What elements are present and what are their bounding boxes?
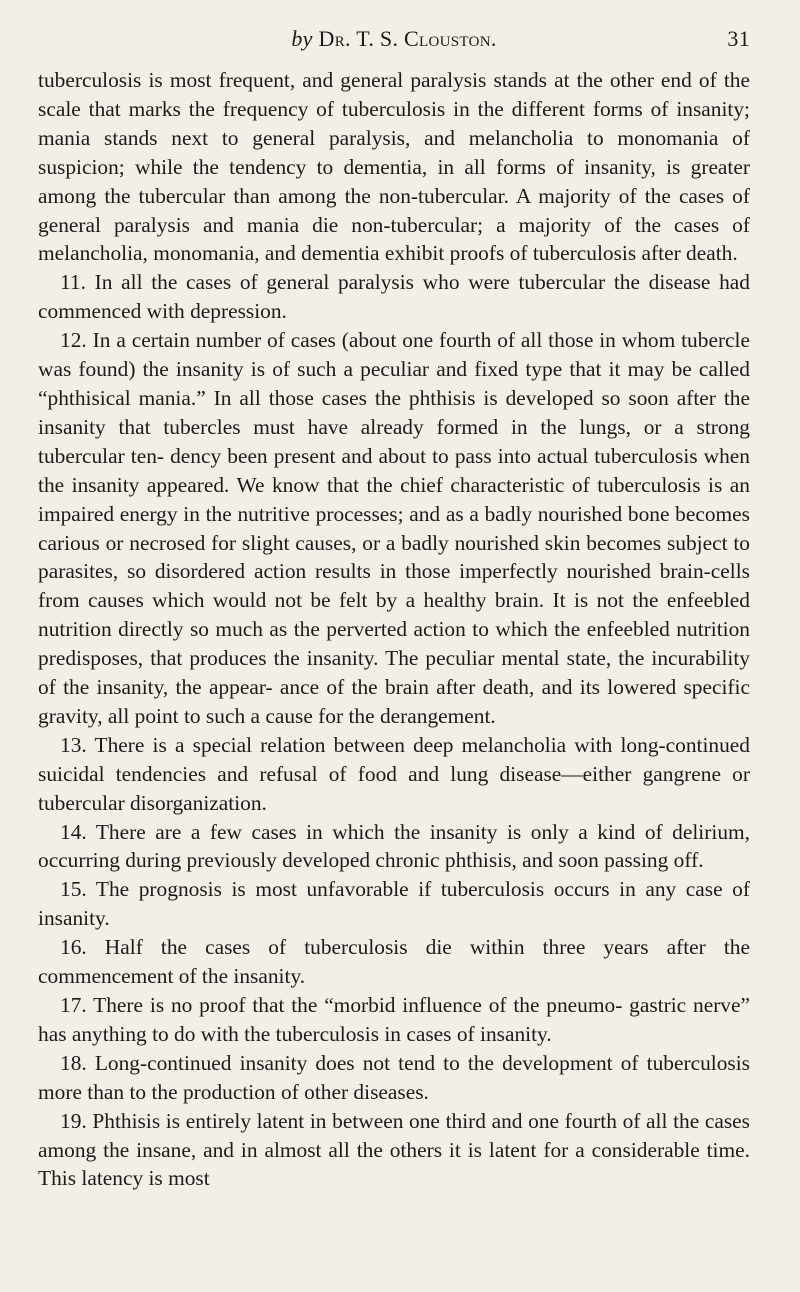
paragraph-continued: tuberculosis is most frequent, and general paralysis stands at the other end of the scale that marks the frequency of tuberculosis in the different forms of insanity; mania stands next to general paralysis, and melancholia to monomania of suspicion; while the tendency to dementia, in all forms of insanity, is greater among the tubercular than among the non-tubercular. A majority of the cases of general paralysis and mania die non-tubercular; a majority of the cases of melancholia, monomania, and dementia exhibit proofs of tuberculosis after death. bbox=[38, 68, 750, 266]
paragraph-14: 14. There are a few cases in which the insanity is only a kind of delirium, occurring during previously developed chronic phthisis, and soon passing off. bbox=[38, 819, 750, 873]
paragraph-16: 16. Half the cases of tuberculosis die within three years after the commencement of the insanity. bbox=[38, 935, 750, 989]
paragraph-17: 17. There is no proof that the “morbid influence of the pneumo- gastric nerve” has anything to do with the tuberculosis in cases of insanity. bbox=[38, 993, 750, 1046]
body-text bbox=[38, 66, 750, 1193]
running-title bbox=[38, 26, 750, 52]
running-title-author: Dr. T. S. Clouston. bbox=[318, 26, 497, 51]
running-title-by: by bbox=[291, 26, 313, 51]
paragraph-12: 12. In a certain number of cases (about one fourth of all those in whom tubercle was found) the insanity is of such a peculiar and fixed type that it may be called “phthisical mania.” In all those cases the phthisis is developed so soon after the insanity that tubercles must have already formed in the lungs, or a strong tubercular ten- dency been present and about to pass into actual tuberculosis when the insanity appeared. We know that the chief characteristic of tuberculosis is an impaired energy in the nutritive processes; and as a badly nourished bone becomes carious or necrosed for slight causes, or a badly nourished skin becomes subject to parasites, so disordered action results in those imperfectly nourished brain-cells from causes which would not be felt by a healthy brain. It is not the enfeebled nutrition directly so much as the perverted action to which the enfeebled nutrition predisposes, that produces the insanity. The peculiar mental state, the incurability of the insanity, the appear- ance of the brain after death, and its lowered specific gravity, all point to such a cause for the derangement. bbox=[38, 328, 750, 728]
paragraph-11: 11. In all the cases of general paralysis who were tubercular the disease had commenced with depression. bbox=[38, 270, 750, 324]
paragraph-15: 15. The prognosis is most unfavorable if tuberculosis occurs in any case of insanity. bbox=[38, 877, 750, 931]
running-head bbox=[38, 26, 750, 60]
paragraph-19: 19. Phthisis is entirely latent in between one third and one fourth of all the cases among the insane, and in almost all the others it is latent for a considerable time. This latency is most bbox=[38, 1108, 750, 1191]
paragraph-18: 18. Long-continued insanity does not tend to the development of tuberculosis more than to the production of other diseases. bbox=[38, 1050, 750, 1104]
paragraph-13: 13. There is a special relation between deep melancholia with long-continued suicidal tendencies and refusal of food and lung disease—either gangrene or tubercular disorganization. bbox=[38, 732, 750, 815]
page-number: 31 bbox=[727, 26, 750, 51]
